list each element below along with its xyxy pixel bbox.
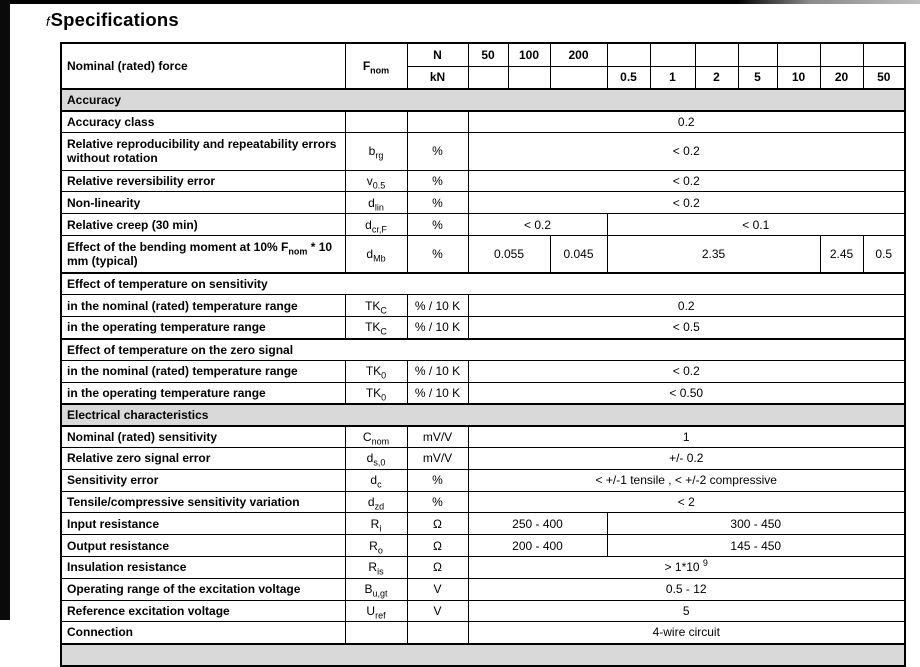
spec-row bbox=[61, 192, 905, 214]
spec-row bbox=[61, 469, 905, 491]
row-label: Connection bbox=[61, 622, 345, 644]
spec-row bbox=[61, 214, 905, 236]
scan-edge-top bbox=[0, 0, 920, 4]
row-symbol: $d_c$ bbox=[345, 469, 407, 491]
section-label: Effect of temperature on sensitivity bbox=[61, 273, 905, 295]
header-unit-n: N bbox=[407, 43, 468, 66]
row-symbol: $R_i$ bbox=[345, 513, 407, 535]
row-label: in the nominal (rated) temperature range bbox=[61, 360, 345, 382]
header-value-kn: 20 bbox=[820, 66, 863, 89]
row-label: Tensile/compressive sensitivity variation bbox=[61, 491, 345, 513]
row-unit bbox=[407, 622, 468, 644]
row-symbol: $d_{cr,F}$ bbox=[345, 214, 407, 236]
header-value-kn: 5 bbox=[738, 66, 777, 89]
row-value: 0.5 - 12 bbox=[468, 578, 905, 600]
row-symbol: $TK_0$ bbox=[345, 382, 407, 404]
header-value-kn: 2 bbox=[695, 66, 738, 89]
row-value: 0.045 bbox=[550, 236, 607, 274]
row-label: Non-linearity bbox=[61, 192, 345, 214]
row-unit: % / 10 K bbox=[407, 317, 468, 339]
spec-row bbox=[61, 557, 905, 579]
row-symbol: $d_{Mb}$ bbox=[345, 236, 407, 274]
row-value: < 0.5 bbox=[468, 317, 905, 339]
row-unit: % / 10 K bbox=[407, 295, 468, 317]
header-empty-cell bbox=[738, 43, 777, 66]
page-title-block bbox=[46, 9, 179, 31]
section-row bbox=[61, 89, 905, 111]
row-symbol: $d_{s,0}$ bbox=[345, 448, 407, 470]
row-value: 2.35 bbox=[607, 236, 820, 274]
row-unit: Ω bbox=[407, 535, 468, 557]
section-row bbox=[61, 404, 905, 426]
header-symbol: $F_{nom}$ bbox=[345, 43, 407, 89]
row-value: 0.2 bbox=[468, 111, 905, 133]
row-label: Operating range of the excitation voltage bbox=[61, 578, 345, 600]
row-value: < 0.2 bbox=[468, 133, 905, 171]
row-label: Input resistance bbox=[61, 513, 345, 535]
section-label: Effect of temperature on the zero signal bbox=[61, 339, 905, 361]
header-empty-cell bbox=[777, 43, 820, 66]
row-label: Accuracy class bbox=[61, 111, 345, 133]
row-label: Effect of the bending moment at 10% $F_{nom} * 10$ mm (typical) bbox=[61, 236, 345, 274]
row-symbol: $d_{lin}$ bbox=[345, 192, 407, 214]
row-value: < 0.50 bbox=[468, 382, 905, 404]
header-value-kn: 1 bbox=[650, 66, 695, 89]
header-value-kn: 10 bbox=[777, 66, 820, 89]
row-symbol: $C_{nom}$ bbox=[345, 426, 407, 448]
row-value: +/- 0.2 bbox=[468, 448, 905, 470]
spec-row bbox=[61, 360, 905, 382]
row-unit: % bbox=[407, 236, 468, 274]
row-symbol: $R_{is}$ bbox=[345, 557, 407, 579]
header-value-kn: 0.5 bbox=[607, 66, 650, 89]
spec-row bbox=[61, 578, 905, 600]
row-unit: Ω bbox=[407, 557, 468, 579]
spec-row bbox=[61, 448, 905, 470]
row-unit: % bbox=[407, 491, 468, 513]
table-header bbox=[61, 43, 905, 89]
row-symbol: $R_o$ bbox=[345, 535, 407, 557]
header-value-n: 50 bbox=[468, 43, 508, 66]
row-unit: % bbox=[407, 133, 468, 171]
row-value: 145 - 450 bbox=[607, 535, 905, 557]
row-symbol: $TK_C$ bbox=[345, 295, 407, 317]
section-row bbox=[61, 339, 905, 361]
header-empty-cell bbox=[820, 43, 863, 66]
header-empty-cell bbox=[650, 43, 695, 66]
spec-row bbox=[61, 133, 905, 171]
spec-row bbox=[61, 513, 905, 535]
row-value: < 0.2 bbox=[468, 360, 905, 382]
row-unit: mV/V bbox=[407, 448, 468, 470]
row-label: Relative reversibility error bbox=[61, 170, 345, 192]
header-row-n bbox=[61, 43, 905, 66]
row-symbol: $B_{u,gt}$ bbox=[345, 578, 407, 600]
row-value: 0.055 bbox=[468, 236, 550, 274]
header-value-n: 100 bbox=[508, 43, 550, 66]
row-label: Reference excitation voltage bbox=[61, 600, 345, 622]
row-value: < 0.2 bbox=[468, 214, 607, 236]
title-prefix-glyph: f bbox=[46, 14, 50, 29]
header-empty-cell bbox=[550, 66, 607, 89]
specifications-table bbox=[60, 42, 906, 667]
row-value: 250 - 400 bbox=[468, 513, 607, 535]
section-label bbox=[61, 644, 905, 666]
row-value: < 0.1 bbox=[607, 214, 905, 236]
header-empty-cell bbox=[468, 66, 508, 89]
row-symbol: $TK_0$ bbox=[345, 360, 407, 382]
row-unit: Ω bbox=[407, 513, 468, 535]
row-label: Relative creep (30 min) bbox=[61, 214, 345, 236]
row-symbol: $d_{zd}$ bbox=[345, 491, 407, 513]
row-symbol bbox=[345, 111, 407, 133]
row-label: Relative reproducibility and repeatability errors without rotation bbox=[61, 133, 345, 171]
row-unit: % bbox=[407, 469, 468, 491]
section-label: Accuracy bbox=[61, 89, 905, 111]
row-symbol: $TK_C$ bbox=[345, 317, 407, 339]
row-unit: % / 10 K bbox=[407, 382, 468, 404]
row-unit: % bbox=[407, 170, 468, 192]
row-value: 2.45 bbox=[820, 236, 863, 274]
spec-row bbox=[61, 426, 905, 448]
spec-row bbox=[61, 535, 905, 557]
spec-row bbox=[61, 295, 905, 317]
row-value: 0.5 bbox=[863, 236, 905, 274]
section-label: Electrical characteristics bbox=[61, 404, 905, 426]
spec-row bbox=[61, 317, 905, 339]
row-symbol: $b_{rg}$ bbox=[345, 133, 407, 171]
row-value: < +/-1 tensile , < +/-2 compressive bbox=[468, 469, 905, 491]
row-label: Relative zero signal error bbox=[61, 448, 345, 470]
row-label: in the nominal (rated) temperature range bbox=[61, 295, 345, 317]
row-value: > 1*10 $^9$ bbox=[468, 557, 905, 579]
row-unit: % bbox=[407, 192, 468, 214]
header-empty-cell bbox=[863, 43, 905, 66]
row-symbol bbox=[345, 622, 407, 644]
row-label: Nominal (rated) sensitivity bbox=[61, 426, 345, 448]
row-value: < 0.2 bbox=[468, 192, 905, 214]
spec-row bbox=[61, 111, 905, 133]
row-value: 1 bbox=[468, 426, 905, 448]
spec-row bbox=[61, 491, 905, 513]
page-title: Specifications bbox=[50, 9, 179, 30]
header-label: Nominal (rated) force bbox=[61, 43, 345, 89]
row-label: Output resistance bbox=[61, 535, 345, 557]
row-unit: mV/V bbox=[407, 426, 468, 448]
row-unit: % bbox=[407, 214, 468, 236]
row-label: Sensitivity error bbox=[61, 469, 345, 491]
spec-row bbox=[61, 622, 905, 644]
row-value: 0.2 bbox=[468, 295, 905, 317]
header-empty-cell bbox=[607, 43, 650, 66]
spec-row bbox=[61, 170, 905, 192]
row-unit bbox=[407, 111, 468, 133]
row-value: < 0.2 bbox=[468, 170, 905, 192]
header-empty-cell bbox=[695, 43, 738, 66]
header-value-n: 200 bbox=[550, 43, 607, 66]
spec-row bbox=[61, 600, 905, 622]
spec-row bbox=[61, 236, 905, 274]
header-unit-kn: kN bbox=[407, 66, 468, 89]
row-symbol: $U_{ref}$ bbox=[345, 600, 407, 622]
row-value: 4-wire circuit bbox=[468, 622, 905, 644]
scan-edge-left bbox=[0, 0, 10, 620]
row-unit: V bbox=[407, 578, 468, 600]
row-value: < 2 bbox=[468, 491, 905, 513]
spec-row bbox=[61, 382, 905, 404]
row-value: 200 - 400 bbox=[468, 535, 607, 557]
row-symbol: $v_{0.5}$ bbox=[345, 170, 407, 192]
section-row bbox=[61, 644, 905, 666]
table-body bbox=[61, 89, 905, 666]
row-label: in the operating temperature range bbox=[61, 382, 345, 404]
row-value: 5 bbox=[468, 600, 905, 622]
row-label: Insulation resistance bbox=[61, 557, 345, 579]
section-row bbox=[61, 273, 905, 295]
header-value-kn: 50 bbox=[863, 66, 905, 89]
row-label: in the operating temperature range bbox=[61, 317, 345, 339]
row-unit: % / 10 K bbox=[407, 360, 468, 382]
row-unit: V bbox=[407, 600, 468, 622]
row-value: 300 - 450 bbox=[607, 513, 905, 535]
header-empty-cell bbox=[508, 66, 550, 89]
